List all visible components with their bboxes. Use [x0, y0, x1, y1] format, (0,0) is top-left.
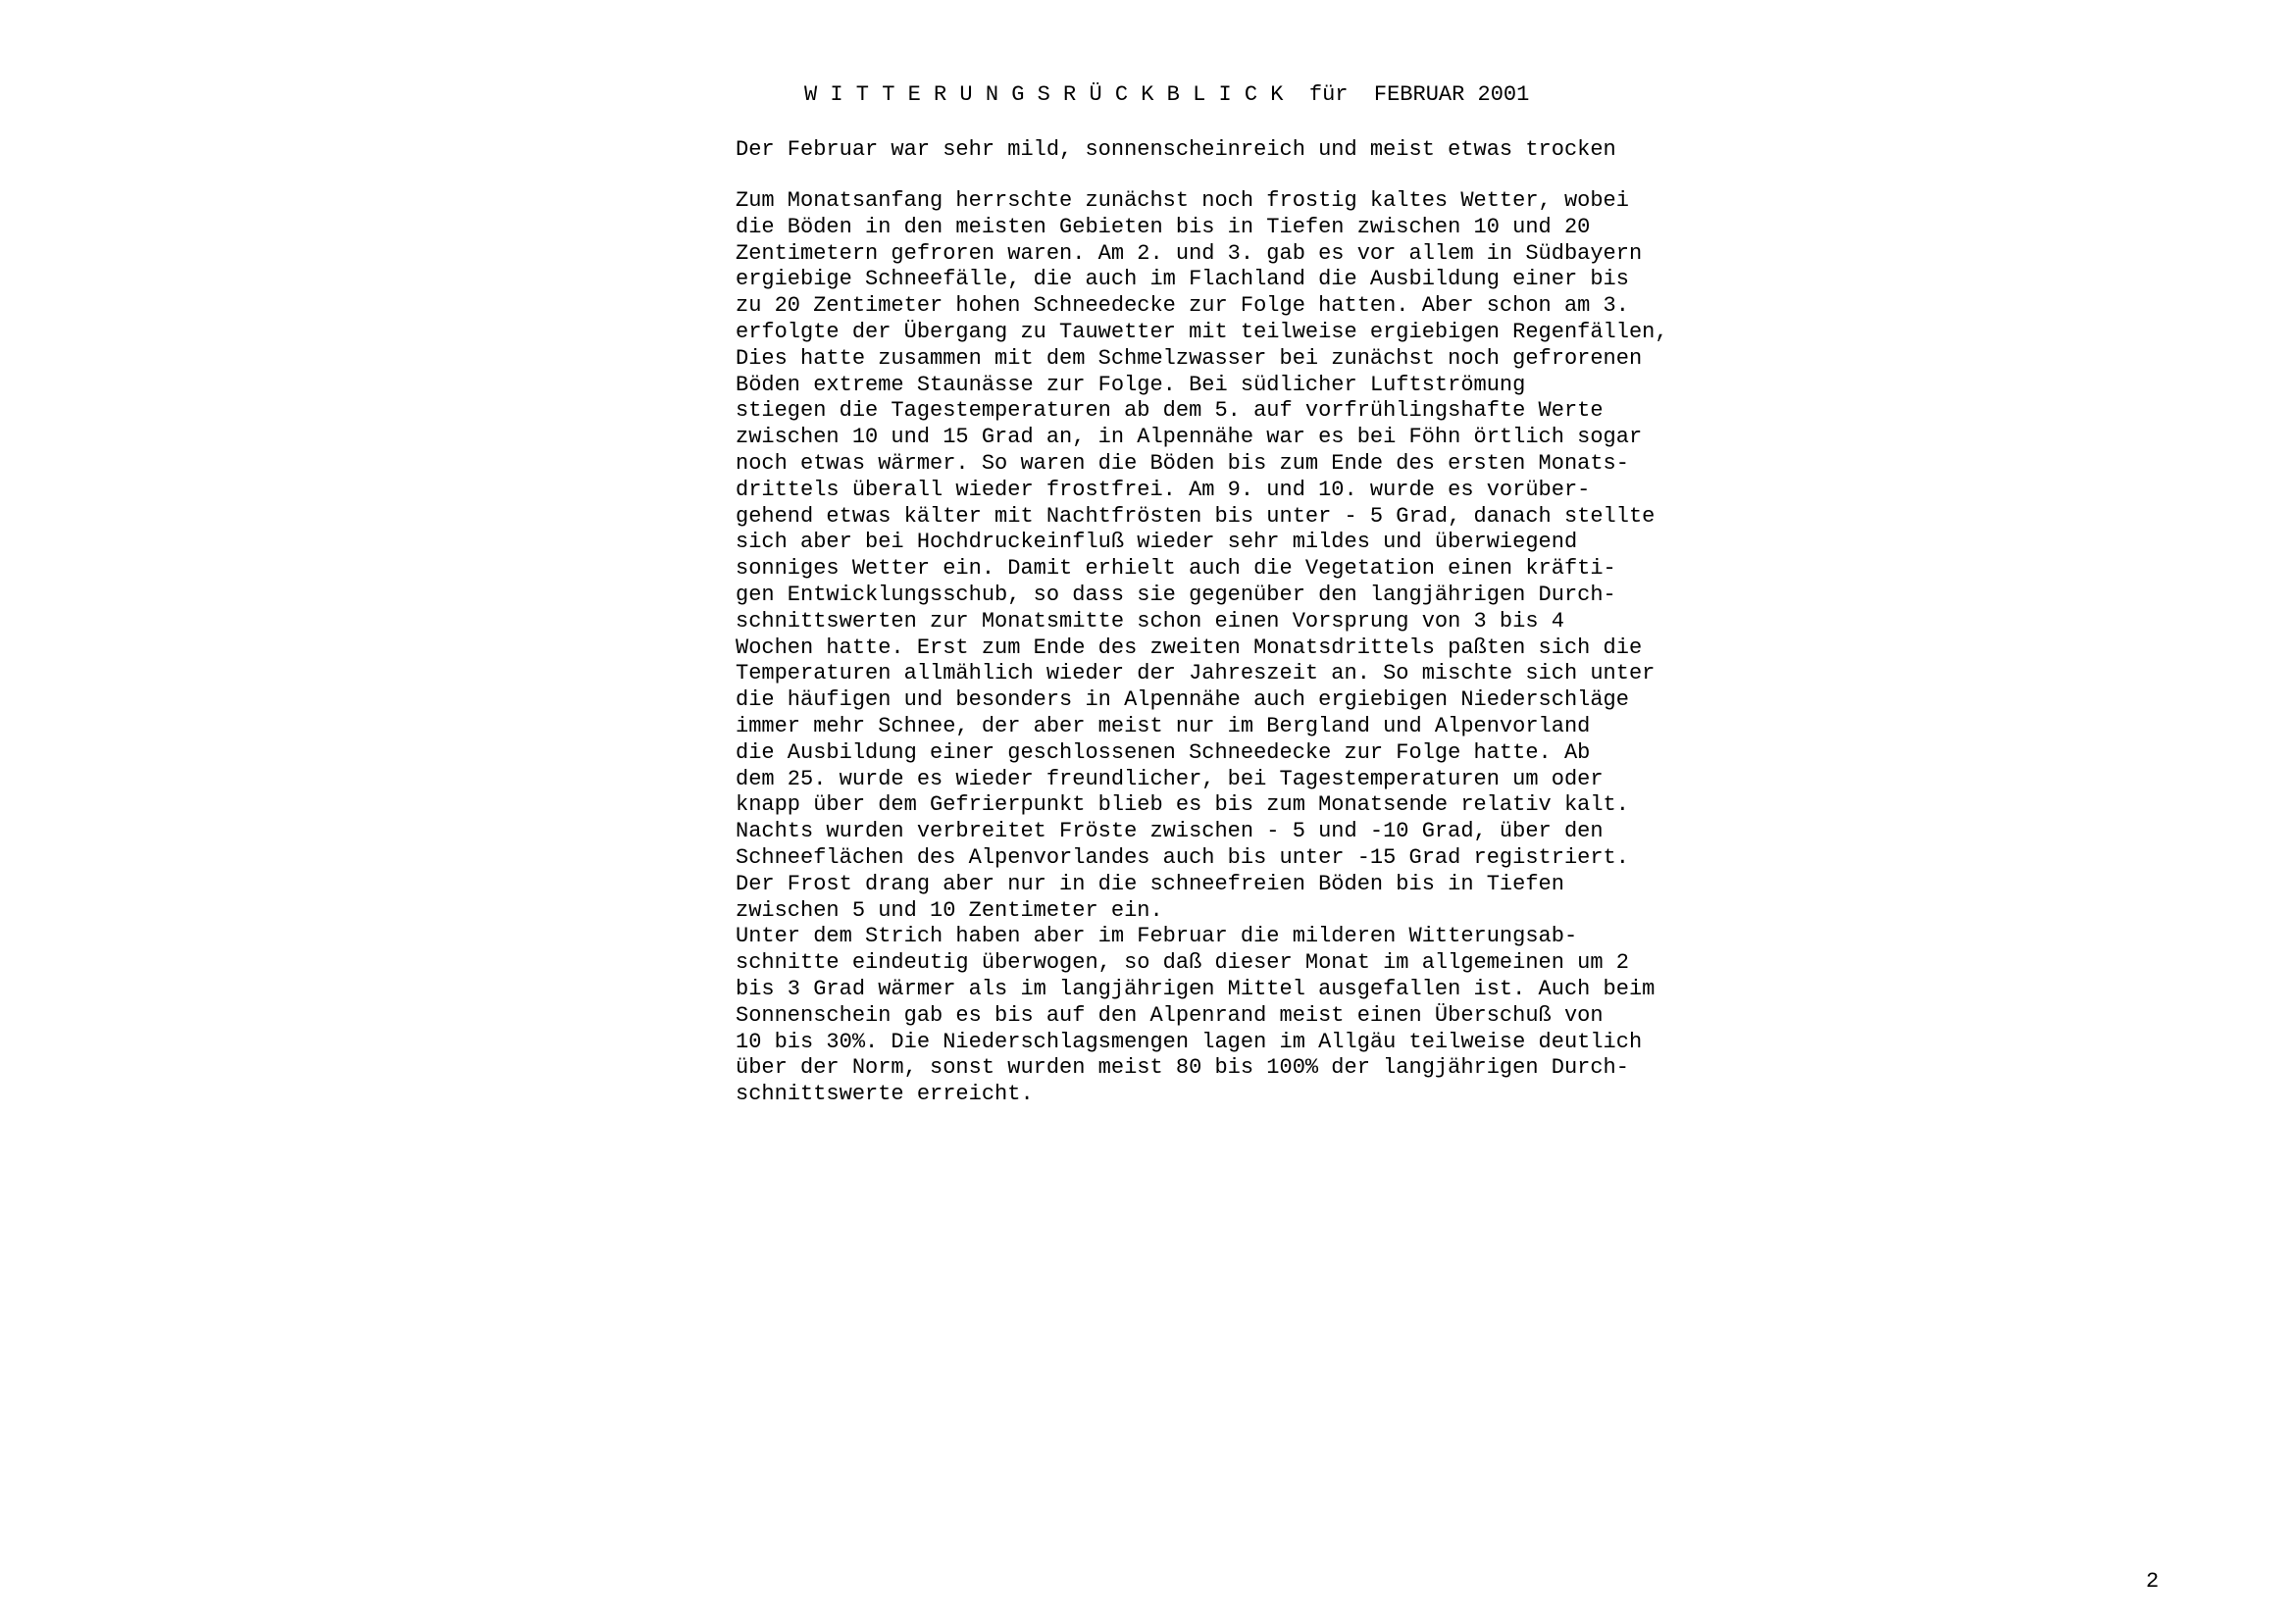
body-line: schnittswerten zur Monatsmitte schon einen Vorsprung von 3 bis 4: [736, 608, 1564, 634]
body-line: Zentimetern gefroren waren. Am 2. und 3. gab es vor allem in Südbayern: [736, 240, 1643, 266]
body-line: zwischen 10 und 15 Grad an, in Alpennähe war es bei Föhn örtlich sogar: [736, 425, 1643, 450]
body-line: Zum Monatsanfang herrschte zunächst noch frostig kaltes Wetter, wobei: [736, 188, 1629, 213]
page-number: 2: [2146, 1569, 2160, 1594]
body-line: schnitte eindeutig überwogen, so daß dieser Monat im allgemeinen um 2: [736, 950, 1629, 976]
body-line: über der Norm, sonst wurden meist 80 bis 100% der langjährigen Durch-: [736, 1055, 1629, 1081]
body-line: zwischen 5 und 10 Zentimeter ein.: [736, 897, 1163, 923]
body-line: Schneeflächen des Alpenvorlandes auch bis unter -15 Grad registriert.: [736, 844, 1629, 870]
body-line: Dies hatte zusammen mit dem Schmelzwasser bei zunächst noch gefrorenen: [736, 345, 1643, 371]
body-line: ergiebige Schneefälle, die auch im Flachland die Ausbildung einer bis: [736, 267, 1629, 292]
body-line: Unter dem Strich haben aber im Februar die milderen Witterungsab-: [736, 924, 1578, 949]
body-line: Böden extreme Staunässe zur Folge. Bei südlicher Luftströmung: [736, 372, 1526, 397]
body-line: die Ausbildung einer geschlossenen Schneedecke zur Folge hatte. Ab: [736, 739, 1591, 765]
body-line: sonniges Wetter ein. Damit erhielt auch die Vegetation einen kräfti-: [736, 556, 1616, 582]
page-subtitle: Der Februar war sehr mild, sonnenscheinreich und meist etwas trocken: [736, 137, 1616, 162]
body-line: die Böden in den meisten Gebieten bis in Tiefen zwischen 10 und 20: [736, 214, 1591, 239]
page-title: W I T T E R U N G S R Ü C K B L I C K für FEBRUAR 2001: [804, 82, 1530, 107]
body-line: erfolgte der Übergang zu Tauwetter mit teilweise ergiebigen Regenfällen,: [736, 319, 1668, 344]
body-line: 10 bis 30%. Die Niederschlagsmengen lagen im Allgäu teilweise deutlich: [736, 1029, 1643, 1054]
body-line: Wochen hatte. Erst zum Ende des zweiten Monatsdrittels paßten sich die: [736, 634, 1643, 660]
body-line: dem 25. wurde es wieder freundlicher, bei Tagestemperaturen um oder: [736, 766, 1604, 791]
body-text: [736, 188, 1668, 1108]
body-line: zu 20 Zentimeter hohen Schneedecke zur Folge hatten. Aber schon am 3.: [736, 293, 1629, 319]
body-line: gehend etwas kälter mit Nachtfrösten bis unter - 5 Grad, danach stellte: [736, 503, 1656, 529]
body-line: knapp über dem Gefrierpunkt blieb es bis zum Monatsende relativ kalt.: [736, 792, 1629, 818]
body-line: stiegen die Tagestemperaturen ab dem 5. auf vorfrühlingshafte Werte: [736, 398, 1604, 424]
body-line: Sonnenschein gab es bis auf den Alpenrand meist einen Überschuß von: [736, 1002, 1604, 1028]
body-line: Temperaturen allmählich wieder der Jahreszeit an. So mischte sich unter: [736, 661, 1656, 686]
body-line: noch etwas wärmer. So waren die Böden bis zum Ende des ersten Monats-: [736, 450, 1629, 476]
body-line: drittels überall wieder frostfrei. Am 9. und 10. wurde es vorüber-: [736, 477, 1591, 502]
body-line: die häufigen und besonders in Alpennähe auch ergiebigen Niederschläge: [736, 687, 1629, 713]
body-line: sich aber bei Hochdruckeinfluß wieder sehr mildes und überwiegend: [736, 530, 1578, 555]
body-line: gen Entwicklungsschub, so dass sie gegenüber den langjährigen Durch-: [736, 582, 1616, 607]
body-line: schnittswerte erreicht.: [736, 1082, 1034, 1107]
body-line: Der Frost drang aber nur in die schneefreien Böden bis in Tiefen: [736, 871, 1564, 896]
body-line: bis 3 Grad wärmer als im langjährigen Mittel ausgefallen ist. Auch beim: [736, 976, 1656, 1001]
body-line: Nachts wurden verbreitet Fröste zwischen - 5 und -10 Grad, über den: [736, 819, 1604, 844]
body-line: immer mehr Schnee, der aber meist nur im Bergland und Alpenvorland: [736, 713, 1591, 738]
